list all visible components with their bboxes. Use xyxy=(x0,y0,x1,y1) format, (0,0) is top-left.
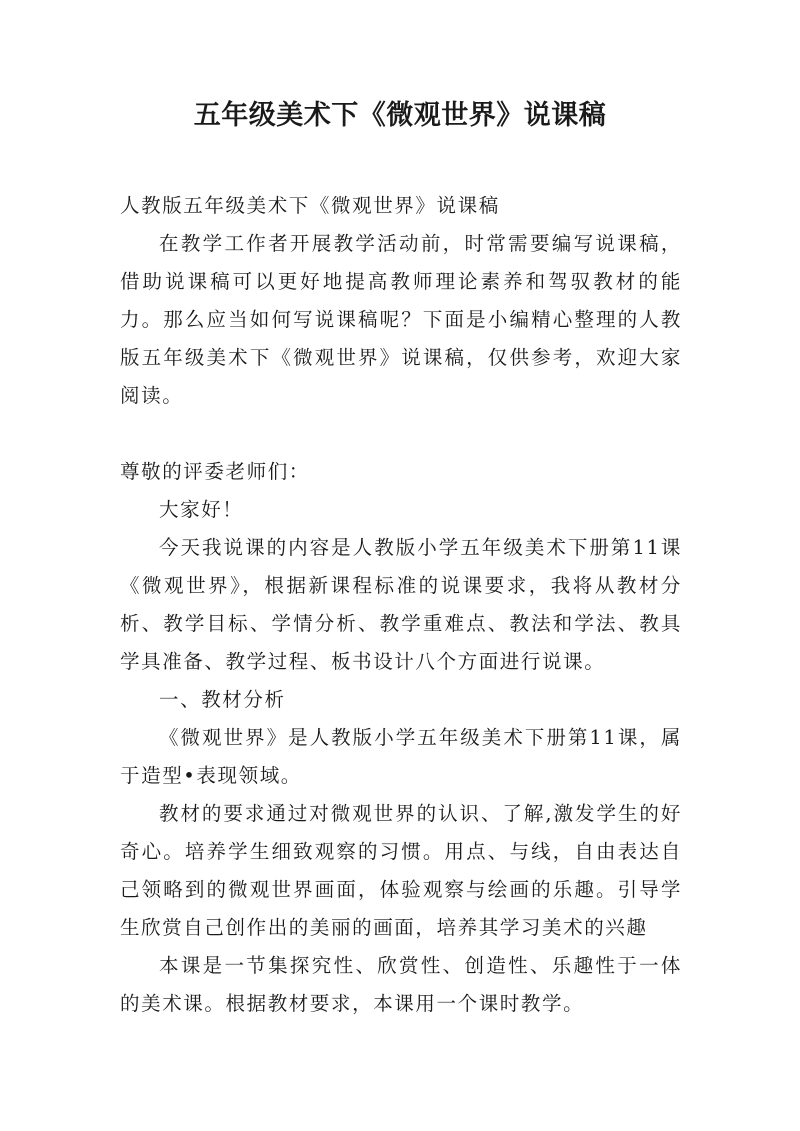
document-title: 五年级美术下《微观世界》说课稿 xyxy=(193,100,607,131)
salutation-paragraph: 尊敬的评委老师们： xyxy=(120,460,310,483)
paragraph-spacer xyxy=(120,415,682,453)
document-body xyxy=(120,187,682,1023)
overview-paragraph: 今天我说课的内容是人教版小学五年级美术下册第11课《微观世界》，根据新课程标准的说课要求，我将从教材分析、教学目标、学情分析、教学重难点、教法和学法、教具学具准备、教学过程、板书设计八个方面进行说课。 xyxy=(120,536,682,673)
material-paragraph: 《微观世界》是人教版小学五年级美术下册第11课，属于造型•表现领域。 xyxy=(120,726,682,787)
intro-paragraph: 在教学工作者开展教学活动前，时常需要编写说课稿，借助说课稿可以更好地提高教师理论素养和驾驭教材的能力。那么应当如何写说课稿呢？下面是小编精心整理的人教版五年级美术下《微观世界》说课稿，仅供参考，欢迎大家阅读。 xyxy=(120,232,682,407)
subtitle-paragraph: 人教版五年级美术下《微观世界》说课稿 xyxy=(120,194,500,217)
requirement-paragraph: 教材的要求通过对微观世界的认识、了解,激发学生的好奇心。培养学生细致观察的习惯。用点、与线，自由表达自己领略到的微观世界画面，体验观察与绘画的乐趣。引导学生欣赏自己创作出的美丽的画面，培养其学习美术的兴趣 xyxy=(120,802,682,939)
lesson-type-paragraph: 本课是一节集探究性、欣赏性、创造性、乐趣性于一体的美术课。根据教材要求，本课用一个课时教学。 xyxy=(120,954,682,1015)
section-heading: 一、教材分析 xyxy=(159,688,286,711)
greeting-paragraph: 大家好！ xyxy=(159,498,244,521)
